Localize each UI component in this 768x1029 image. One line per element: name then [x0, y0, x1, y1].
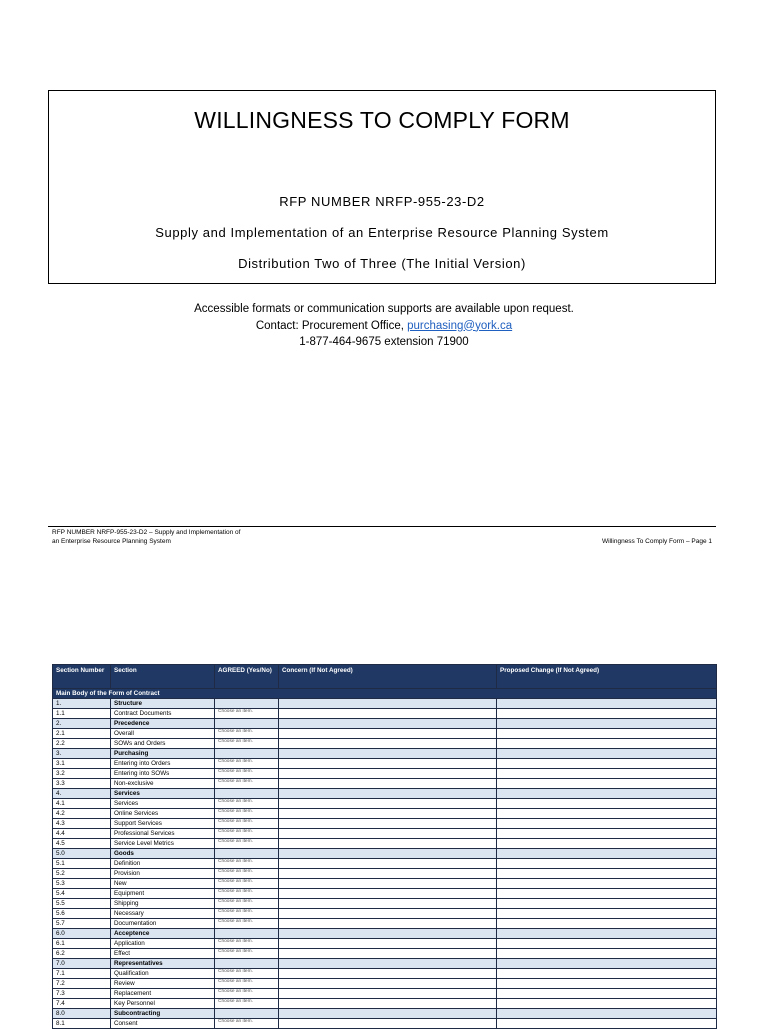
concern-cell: [279, 789, 497, 799]
table-row: [53, 709, 717, 719]
table-row: [53, 829, 717, 839]
contact-line: [0, 318, 768, 335]
concern-input[interactable]: [279, 829, 497, 839]
agreed-dropdown[interactable]: Choose an item.: [215, 769, 279, 779]
proposed-change-input[interactable]: [497, 839, 717, 849]
proposed-change-input[interactable]: [497, 919, 717, 929]
section-number-cell: 8.1: [53, 1019, 111, 1029]
section-name-cell: Application: [111, 939, 215, 949]
section-name-cell: Service Level Metrics: [111, 839, 215, 849]
agreed-cell: [215, 749, 279, 759]
section-number-cell: 5.5: [53, 899, 111, 909]
concern-input[interactable]: [279, 909, 497, 919]
concern-input[interactable]: [279, 709, 497, 719]
proposed-change-input[interactable]: [497, 889, 717, 899]
section-name-cell: Goods: [111, 849, 215, 859]
agreed-cell: [215, 959, 279, 969]
section-number-cell: 8.0: [53, 1009, 111, 1019]
section-name-cell: Online Services: [111, 809, 215, 819]
concern-input[interactable]: [279, 819, 497, 829]
section-number-cell: 2.1: [53, 729, 111, 739]
section-name-cell: Equipment: [111, 889, 215, 899]
agreed-dropdown[interactable]: Choose an item.: [215, 909, 279, 919]
agreed-dropdown[interactable]: Choose an item.: [215, 979, 279, 989]
concern-input[interactable]: [279, 969, 497, 979]
agreed-dropdown[interactable]: Choose an item.: [215, 709, 279, 719]
table-row: [53, 919, 717, 929]
section-name-cell: Entering into SOWs: [111, 769, 215, 779]
section-number-cell: 3.3: [53, 779, 111, 789]
section-number-cell: 4.3: [53, 819, 111, 829]
proposed-change-input[interactable]: [497, 729, 717, 739]
agreed-dropdown[interactable]: Choose an item.: [215, 729, 279, 739]
compliance-table: [52, 664, 717, 1029]
concern-input[interactable]: [279, 769, 497, 779]
concern-input[interactable]: [279, 999, 497, 1009]
section-number-cell: 4.2: [53, 809, 111, 819]
section-number-cell: 4.4: [53, 829, 111, 839]
proposed-change-input[interactable]: [497, 949, 717, 959]
concern-input[interactable]: [279, 859, 497, 869]
agreed-dropdown[interactable]: Choose an item.: [215, 859, 279, 869]
section-number-cell: 5.7: [53, 919, 111, 929]
table-row: [53, 819, 717, 829]
header-proposed-change: Proposed Change (If Not Agreed): [497, 665, 717, 689]
section-number-cell: 6.2: [53, 949, 111, 959]
table-row: [53, 779, 717, 789]
section-name-cell: Acceptence: [111, 929, 215, 939]
agreed-dropdown[interactable]: Choose an item.: [215, 879, 279, 889]
section-name-cell: New: [111, 879, 215, 889]
section-name-cell: Representatives: [111, 959, 215, 969]
concern-input[interactable]: [279, 989, 497, 999]
section-name-cell: Purchasing: [111, 749, 215, 759]
footer-page-label: Willingness To Comply Form – Page 1: [601, 538, 712, 545]
section-group-row: [53, 959, 717, 969]
section-number-cell: 7.1: [53, 969, 111, 979]
email-link[interactable]: purchasing@york.ca: [407, 319, 513, 332]
section-number-cell: 6.1: [53, 939, 111, 949]
agreed-cell: [215, 849, 279, 859]
table-row: [53, 739, 717, 749]
section-name-cell: Entering into Orders: [111, 759, 215, 769]
section-number-cell: 5.4: [53, 889, 111, 899]
table-row: [53, 869, 717, 879]
section-group-row: [53, 719, 717, 729]
agreed-cell: [215, 699, 279, 709]
section-name-cell: Subcontracting: [111, 1009, 215, 1019]
agreed-dropdown[interactable]: Choose an item.: [215, 989, 279, 999]
footer-left: [52, 529, 282, 546]
proposed-change-input[interactable]: [497, 969, 717, 979]
proposed-change-input[interactable]: [497, 809, 717, 819]
agreed-cell: [215, 1009, 279, 1019]
section-name-cell: Effect: [111, 949, 215, 959]
concern-input[interactable]: [279, 809, 497, 819]
section-name-cell: Structure: [111, 699, 215, 709]
concern-cell: [279, 1009, 497, 1019]
proposed-change-input[interactable]: [497, 829, 717, 839]
concern-cell: [279, 959, 497, 969]
table-row: [53, 939, 717, 949]
section-number-cell: 4.5: [53, 839, 111, 849]
proposed-change-cell: [497, 1009, 717, 1019]
section-number-cell: 5.3: [53, 879, 111, 889]
table-row: [53, 809, 717, 819]
section-name-cell: Definition: [111, 859, 215, 869]
proposed-change-input[interactable]: [497, 709, 717, 719]
proposed-change-input[interactable]: [497, 799, 717, 809]
section-name-cell: Consent: [111, 1019, 215, 1029]
title-box: [48, 90, 716, 284]
section-number-cell: 3.1: [53, 759, 111, 769]
table-row: [53, 979, 717, 989]
proposed-change-input[interactable]: [497, 759, 717, 769]
section-number-cell: 7.4: [53, 999, 111, 1009]
concern-input[interactable]: [279, 889, 497, 899]
section-group-row: [53, 749, 717, 759]
proposed-change-input[interactable]: [497, 779, 717, 789]
phone-line: 1-877-464-9675 extension 71900: [299, 336, 469, 348]
agreed-dropdown[interactable]: Choose an item.: [215, 949, 279, 959]
distribution-line: Distribution Two of Three (The Initial Version): [238, 256, 526, 271]
proposed-change-cell: [497, 719, 717, 729]
table-row: [53, 999, 717, 1009]
section-number-cell: 5.2: [53, 869, 111, 879]
section-name-cell: Overall: [111, 729, 215, 739]
proposed-change-cell: [497, 699, 717, 709]
agreed-dropdown[interactable]: Choose an item.: [215, 1019, 279, 1029]
section-number-cell: 3.: [53, 749, 111, 759]
main-heading-cell: Main Body of the Form of Contract: [53, 689, 717, 699]
section-number-cell: 1.: [53, 699, 111, 709]
agreed-cell: [215, 789, 279, 799]
table-row: [53, 859, 717, 869]
section-name-cell: Necessary: [111, 909, 215, 919]
footer-divider: [48, 526, 716, 527]
concern-input[interactable]: [279, 779, 497, 789]
rfp-number: RFP NUMBER NRFP-955-23-D2: [279, 194, 485, 209]
section-name-cell: SOWs and Orders: [111, 739, 215, 749]
agreed-dropdown[interactable]: Choose an item.: [215, 759, 279, 769]
section-name-cell: Support Services: [111, 819, 215, 829]
section-name-cell: Provision: [111, 869, 215, 879]
concern-input[interactable]: [279, 939, 497, 949]
proposed-change-input[interactable]: [497, 989, 717, 999]
proposed-change-input[interactable]: [497, 899, 717, 909]
contact-prefix: Contact: Procurement Office,: [255, 319, 408, 332]
section-name-cell: Professional Services: [111, 829, 215, 839]
proposed-change-cell: [497, 849, 717, 859]
section-number-cell: 6.0: [53, 929, 111, 939]
proposed-change-input[interactable]: [497, 939, 717, 949]
agreed-dropdown[interactable]: Choose an item.: [215, 799, 279, 809]
table-row: [53, 949, 717, 959]
table-body: [53, 689, 717, 1029]
concern-input[interactable]: [279, 799, 497, 809]
section-number-cell: 7.0: [53, 959, 111, 969]
section-number-cell: 1.1: [53, 709, 111, 719]
section-number-cell: 7.2: [53, 979, 111, 989]
section-name-cell: Replacement: [111, 989, 215, 999]
compliance-table-wrap: [52, 664, 716, 1029]
agreed-dropdown[interactable]: Choose an item.: [215, 889, 279, 899]
section-group-row: [53, 699, 717, 709]
footer-left-line2: an Enterprise Resource Planning System: [52, 537, 171, 545]
table-row: [53, 909, 717, 919]
section-group-row: [53, 1009, 717, 1019]
section-number-cell: 4.: [53, 789, 111, 799]
rfp-subtitle: Supply and Implementation of an Enterprise Resource Planning System: [155, 225, 609, 240]
section-number-cell: 4.1: [53, 799, 111, 809]
section-number-cell: 7.3: [53, 989, 111, 999]
header-concern: Concern (If Not Agreed): [279, 665, 497, 689]
section-group-row: [53, 789, 717, 799]
form-title: WILLINGNESS TO COMPLY FORM: [194, 107, 570, 133]
concern-cell: [279, 929, 497, 939]
proposed-change-input[interactable]: [497, 769, 717, 779]
agreed-cell: [215, 719, 279, 729]
section-name-cell: Contract Documents: [111, 709, 215, 719]
concern-input[interactable]: [279, 739, 497, 749]
table-row: [53, 759, 717, 769]
section-number-cell: 5.1: [53, 859, 111, 869]
agreed-dropdown[interactable]: Choose an item.: [215, 839, 279, 849]
concern-cell: [279, 849, 497, 859]
section-number-cell: 2.: [53, 719, 111, 729]
table-row: [53, 889, 717, 899]
section-name-cell: Documentation: [111, 919, 215, 929]
concern-cell: [279, 699, 497, 709]
agreed-dropdown[interactable]: Choose an item.: [215, 899, 279, 909]
section-number-cell: 5.6: [53, 909, 111, 919]
concern-input[interactable]: [279, 979, 497, 989]
table-row: [53, 799, 717, 809]
concern-input[interactable]: [279, 949, 497, 959]
agreed-dropdown[interactable]: Choose an item.: [215, 939, 279, 949]
section-group-row: [53, 849, 717, 859]
section-number-cell: 5.0: [53, 849, 111, 859]
agreed-dropdown[interactable]: Choose an item.: [215, 829, 279, 839]
agreed-dropdown[interactable]: Choose an item.: [215, 999, 279, 1009]
proposed-change-input[interactable]: [497, 739, 717, 749]
table-row: [53, 969, 717, 979]
proposed-change-input[interactable]: [497, 859, 717, 869]
main-heading-row: [53, 689, 717, 699]
section-group-row: [53, 929, 717, 939]
agreed-dropdown[interactable]: Choose an item.: [215, 919, 279, 929]
proposed-change-input[interactable]: [497, 909, 717, 919]
section-name-cell: Review: [111, 979, 215, 989]
table-row: [53, 769, 717, 779]
agreed-dropdown[interactable]: Choose an item.: [215, 779, 279, 789]
section-name-cell: Precedence: [111, 719, 215, 729]
proposed-change-input[interactable]: [497, 819, 717, 829]
agreed-dropdown[interactable]: Choose an item.: [215, 739, 279, 749]
table-row: [53, 729, 717, 739]
agreed-dropdown[interactable]: Choose an item.: [215, 819, 279, 829]
section-name-cell: Qualification: [111, 969, 215, 979]
table-row: [53, 839, 717, 849]
section-name-cell: Key Personnel: [111, 999, 215, 1009]
accessibility-notice: [0, 301, 768, 351]
concern-input[interactable]: [279, 839, 497, 849]
concern-input[interactable]: [279, 919, 497, 929]
header-section-number: Section Number: [53, 665, 111, 689]
proposed-change-cell: [497, 789, 717, 799]
section-name-cell: Services: [111, 789, 215, 799]
proposed-change-input[interactable]: [497, 999, 717, 1009]
proposed-change-input[interactable]: [497, 869, 717, 879]
table-row: [53, 989, 717, 999]
proposed-change-cell: [497, 749, 717, 759]
section-name-cell: Shipping: [111, 899, 215, 909]
concern-input[interactable]: [279, 899, 497, 909]
header-section: Section: [111, 665, 215, 689]
accessibility-line: Accessible formats or communication supports are available upon request.: [194, 303, 574, 315]
concern-input[interactable]: [279, 729, 497, 739]
agreed-cell: [215, 929, 279, 939]
concern-input[interactable]: [279, 879, 497, 889]
concern-input[interactable]: [279, 869, 497, 879]
section-name-cell: Services: [111, 799, 215, 809]
concern-input[interactable]: [279, 759, 497, 769]
table-row: [53, 879, 717, 889]
proposed-change-cell: [497, 959, 717, 969]
header-agreed: AGREED (Yes/No): [215, 665, 279, 689]
concern-cell: [279, 749, 497, 759]
table-row: [53, 899, 717, 909]
agreed-dropdown[interactable]: Choose an item.: [215, 809, 279, 819]
section-number-cell: 2.2: [53, 739, 111, 749]
proposed-change-input[interactable]: [497, 979, 717, 989]
section-name-cell: Non-exclusive: [111, 779, 215, 789]
agreed-dropdown[interactable]: Choose an item.: [215, 969, 279, 979]
table-header-row: [53, 665, 717, 689]
concern-cell: [279, 719, 497, 729]
proposed-change-cell: [497, 929, 717, 939]
agreed-dropdown[interactable]: Choose an item.: [215, 869, 279, 879]
proposed-change-input[interactable]: [497, 879, 717, 889]
section-number-cell: 3.2: [53, 769, 111, 779]
footer-left-line1: RFP NUMBER NRFP-955-23-D2 – Supply and Implementation of: [52, 529, 241, 536]
